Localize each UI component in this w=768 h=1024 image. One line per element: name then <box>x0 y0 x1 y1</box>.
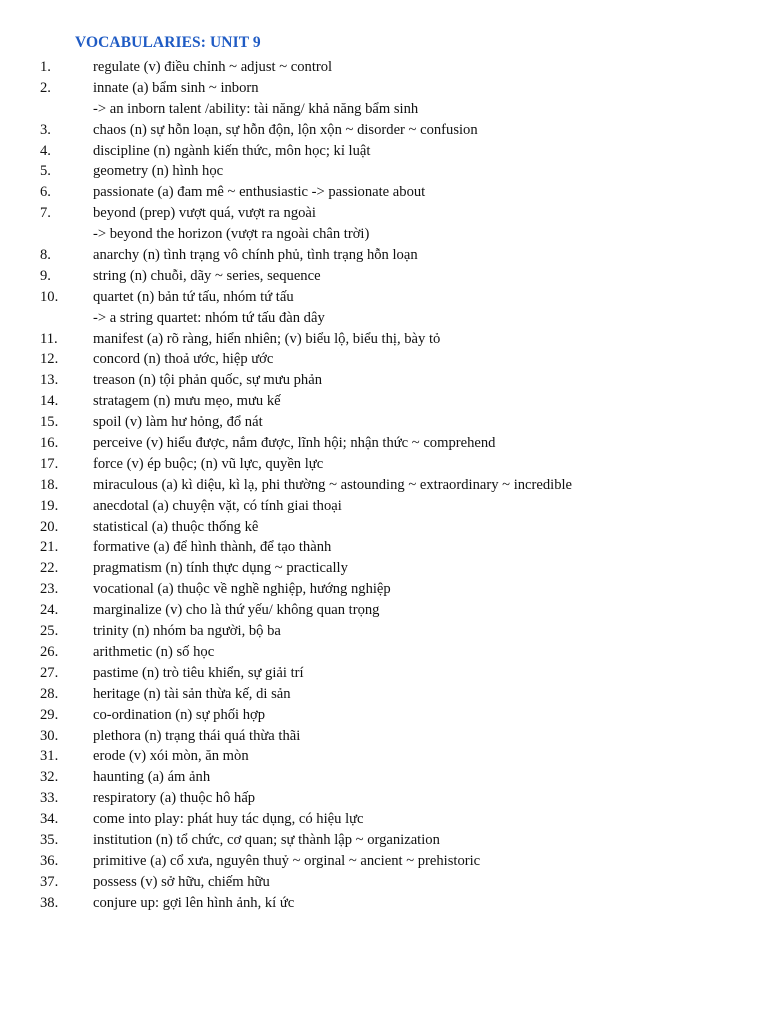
list-item-number: 26. <box>40 643 59 660</box>
list-item <box>0 391 768 412</box>
list-item <box>0 663 768 684</box>
list-item-text: conjure up: gợi lên hình ảnh, kí ức <box>93 894 295 911</box>
list-item <box>0 621 768 642</box>
list-item-text: -> beyond the horizon (vượt ra ngoài chân trời) <box>93 226 370 243</box>
list-item-number: 18. <box>40 476 59 493</box>
list-item <box>0 349 768 370</box>
list-item-number: 6. <box>40 184 51 201</box>
list-item <box>0 579 768 600</box>
list-item-number: 27. <box>40 664 59 681</box>
list-item <box>0 57 768 78</box>
list-item-number: 3. <box>40 121 51 138</box>
list-item <box>0 370 768 391</box>
document-title: VOCABULARIES: UNIT 9 <box>75 34 261 51</box>
list-item-text: concord (n) thoả ước, hiệp ước <box>93 351 274 368</box>
list-item-number: 13. <box>40 372 59 389</box>
list-item-number: 31. <box>40 748 59 765</box>
list-item <box>0 767 768 788</box>
list-item-number: 37. <box>40 873 59 890</box>
list-item-text: heritage (n) tài sản thừa kế, di sản <box>93 685 291 702</box>
list-item-text: beyond (prep) vượt quá, vượt ra ngoài <box>93 205 316 222</box>
list-item <box>0 433 768 454</box>
list-item-number: 14. <box>40 393 59 410</box>
list-item-number: 36. <box>40 852 59 869</box>
list-item-number: 34. <box>40 811 59 828</box>
list-item <box>0 788 768 809</box>
list-item <box>0 893 768 914</box>
list-item-text: passionate (a) đam mê ~ enthusiastic -> passionate about <box>93 184 426 201</box>
list-item <box>0 496 768 517</box>
list-item-text: plethora (n) trạng thái quá thừa thãi <box>93 727 301 744</box>
list-item <box>0 537 768 558</box>
list-item-text: miraculous (a) kì diệu, kì lạ, phi thường ~ astounding ~ extraordinary ~ incredible <box>93 476 573 493</box>
list-item-number: 9. <box>40 267 51 284</box>
list-item-text: geometry (n) hình học <box>93 163 224 180</box>
list-item-text: string (n) chuỗi, dãy ~ series, sequence <box>93 267 321 284</box>
list-item-text: quartet (n) bản tứ tấu, nhóm tứ tấu <box>93 288 294 305</box>
list-item-text: innate (a) bẩm sinh ~ inborn <box>93 79 259 96</box>
list-item-text: trinity (n) nhóm ba người, bộ ba <box>93 623 281 640</box>
list-item-number: 38. <box>40 894 59 911</box>
list-item <box>0 266 768 287</box>
list-item-number: 28. <box>40 685 59 702</box>
list-item-number: 35. <box>40 831 59 848</box>
list-item <box>0 454 768 475</box>
list-item-text: arithmetic (n) số học <box>93 643 215 660</box>
list-item-number: 10. <box>40 288 59 305</box>
list-item-text: anarchy (n) tình trạng vô chính phủ, tình trạng hỗn loạn <box>93 247 418 264</box>
list-item-text: anecdotal (a) chuyện vặt, có tính giai thoại <box>93 497 342 514</box>
list-item-text: statistical (a) thuộc thống kê <box>93 518 259 535</box>
list-item-text: respiratory (a) thuộc hô hấp <box>93 790 256 807</box>
list-item-number: 19. <box>40 497 59 514</box>
list-item-text: primitive (a) cổ xưa, nguyên thuỷ ~ orginal ~ ancient ~ prehistoric <box>93 852 481 869</box>
list-item <box>0 99 768 120</box>
list-item-number: 21. <box>40 539 59 556</box>
list-item-number: 12. <box>40 351 59 368</box>
list-item-text: haunting (a) ám ảnh <box>93 769 211 786</box>
list-item <box>0 600 768 621</box>
list-item-text: perceive (v) hiểu được, nắm được, lĩnh hội; nhận thức ~ comprehend <box>93 435 496 452</box>
list-item-text: force (v) ép buộc; (n) vũ lực, quyền lực <box>93 455 324 472</box>
list-item-text: spoil (v) làm hư hỏng, đổ nát <box>93 414 263 431</box>
list-item <box>0 558 768 579</box>
list-item-number: 32. <box>40 769 59 786</box>
list-item-text: -> a string quartet: nhóm tứ tấu đàn dây <box>93 309 325 326</box>
list-item-number: 33. <box>40 790 59 807</box>
list-item <box>0 182 768 203</box>
list-item <box>0 308 768 329</box>
list-item <box>0 851 768 872</box>
list-item-number: 20. <box>40 518 59 535</box>
list-item-number: 16. <box>40 435 59 452</box>
list-item-number: 5. <box>40 163 51 180</box>
list-item <box>0 141 768 162</box>
list-item-text: -> an inborn talent /ability: tài năng/ khả năng bẩm sinh <box>93 100 419 117</box>
list-item-text: erode (v) xói mòn, ăn mòn <box>93 748 249 765</box>
list-item <box>0 517 768 538</box>
list-item <box>0 120 768 141</box>
list-item-text: marginalize (v) cho là thứ yếu/ không quan trọng <box>93 602 380 619</box>
list-item-number: 2. <box>40 79 51 96</box>
list-item <box>0 203 768 224</box>
list-item <box>0 642 768 663</box>
list-item-text: institution (n) tổ chức, cơ quan; sự thành lập ~ organization <box>93 831 440 848</box>
list-item <box>0 726 768 747</box>
list-item <box>0 475 768 496</box>
list-item-text: pastime (n) trò tiêu khiển, sự giải trí <box>93 664 304 681</box>
list-item-text: formative (a) để hình thành, để tạo thành <box>93 539 332 556</box>
list-item <box>0 224 768 245</box>
list-item <box>0 245 768 266</box>
list-item-text: chaos (n) sự hỗn loạn, sự hỗn độn, lộn xộn ~ disorder ~ confusion <box>93 121 478 138</box>
list-item-number: 24. <box>40 602 59 619</box>
list-item-number: 8. <box>40 247 51 264</box>
list-item-text: stratagem (n) mưu mẹo, mưu kế <box>93 393 281 410</box>
list-item-text: co-ordination (n) sự phối hợp <box>93 706 266 723</box>
list-item <box>0 872 768 893</box>
vocabulary-list <box>0 57 768 914</box>
list-item-number: 17. <box>40 455 59 472</box>
list-item-number: 22. <box>40 560 59 577</box>
list-item-number: 11. <box>40 330 58 347</box>
list-item-text: discipline (n) ngành kiến thức, môn học; kỉ luật <box>93 142 371 159</box>
list-item-number: 7. <box>40 205 51 222</box>
list-item-text: possess (v) sở hữu, chiếm hữu <box>93 873 270 890</box>
list-item <box>0 329 768 350</box>
list-item-number: 29. <box>40 706 59 723</box>
list-item-number: 4. <box>40 142 51 159</box>
list-item <box>0 287 768 308</box>
list-item-text: manifest (a) rõ ràng, hiển nhiên; (v) biểu lộ, biểu thị, bày tỏ <box>93 330 441 347</box>
list-item <box>0 746 768 767</box>
list-item <box>0 161 768 182</box>
list-item-number: 30. <box>40 727 59 744</box>
list-item-number: 23. <box>40 581 59 598</box>
list-item-number: 1. <box>40 59 51 75</box>
list-item-text: come into play: phát huy tác dụng, có hiệu lực <box>93 811 364 828</box>
list-item-text: treason (n) tội phản quốc, sự mưu phản <box>93 372 323 389</box>
list-item-text: vocational (a) thuộc về nghề nghiệp, hướng nghiệp <box>93 581 391 598</box>
list-item-text: regulate (v) điều chỉnh ~ adjust ~ control <box>93 59 333 75</box>
list-item <box>0 684 768 705</box>
list-item-number: 15. <box>40 414 59 431</box>
list-item <box>0 412 768 433</box>
list-item <box>0 705 768 726</box>
list-item <box>0 809 768 830</box>
list-item-number: 25. <box>40 623 59 640</box>
list-item-text: pragmatism (n) tính thực dụng ~ practically <box>93 560 348 577</box>
list-item <box>0 78 768 99</box>
list-item <box>0 830 768 851</box>
